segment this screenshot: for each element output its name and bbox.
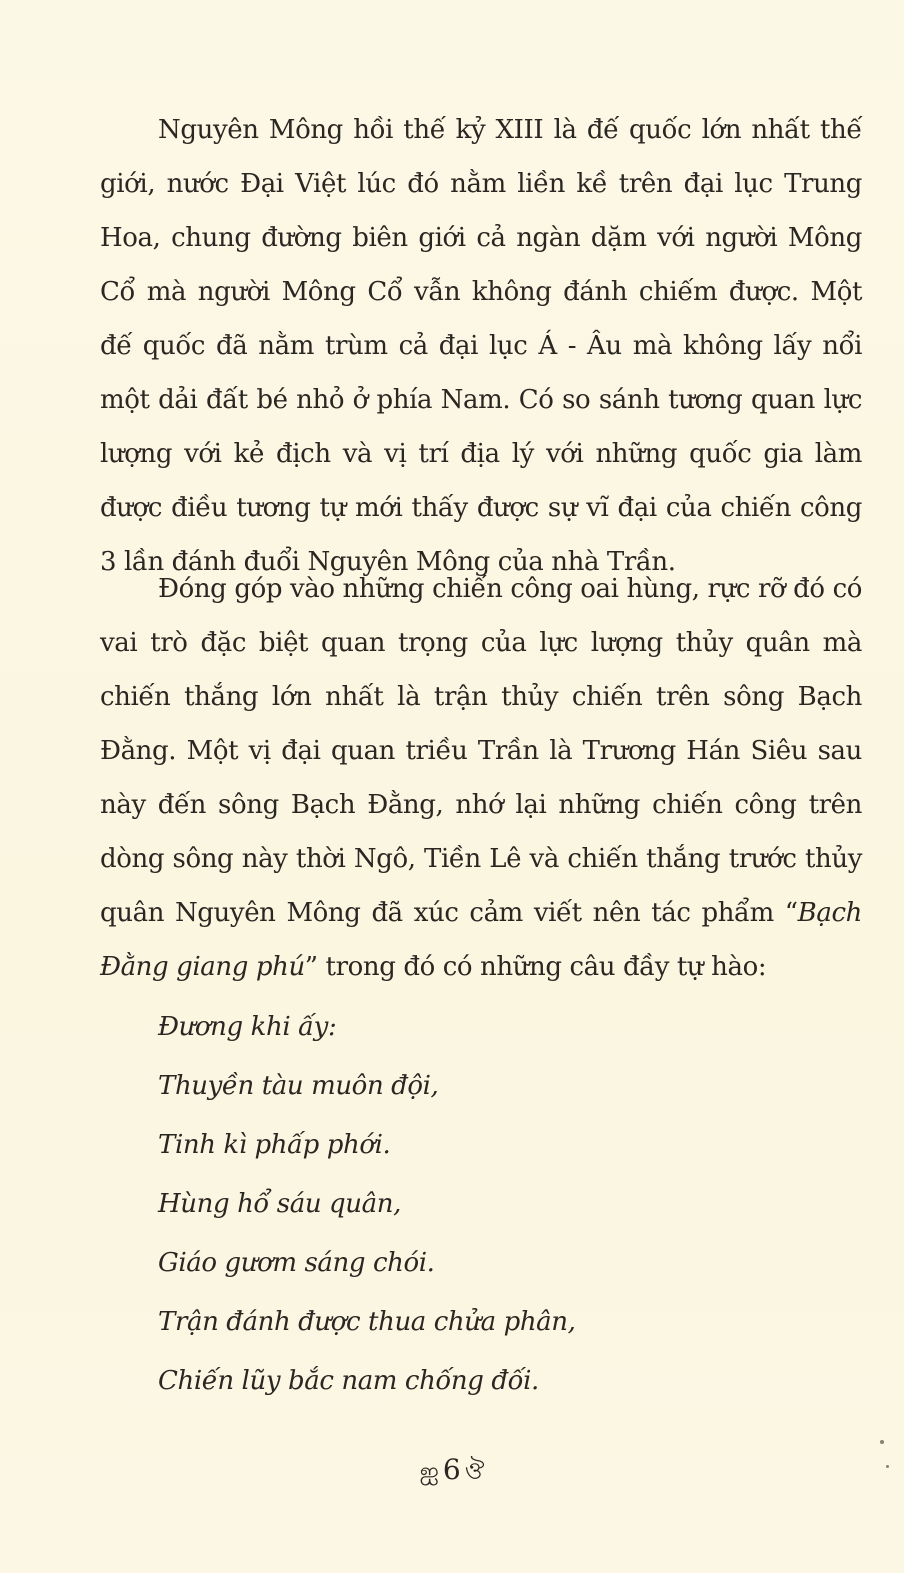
paper-speck	[886, 1465, 889, 1468]
poem-line: Tinh kì phấp phới.	[158, 1130, 391, 1160]
paragraph-1	[100, 103, 862, 589]
work-title: Bạch Đằng giang phú	[100, 898, 862, 982]
poem-line: Thuyền tàu muôn đội,	[158, 1071, 439, 1101]
paper-speck	[880, 1440, 884, 1444]
paragraph-1-text: Nguyên Mông hồi thế kỷ XIII là đế quốc lớn nhất thế giới, nước Đại Việt lúc đó nằm liền kề trên đại lục Trung Hoa, chung đường biên giới cả ngàn dặm với người Mông Cổ mà người Mông Cổ vẫn không đánh chiếm được. Một đế quốc đã nằm trùm cả đại lục Á - Âu mà không lấy nổi một dải đất bé nhỏ ở phía Nam. Có so sánh tương quan lực lượng với kẻ địch và vị trí địa lý với những quốc gia làm được điều tương tự mới thấy được sự vĩ đại của chiến công 3 lần đánh đuổi Nguyên Mông của nhà Trần.	[100, 115, 862, 577]
paragraph-2-text	[100, 562, 862, 994]
poem-line: Giáo gươm sáng chói.	[158, 1248, 435, 1278]
right-ornament-icon: ঔ	[464, 1457, 485, 1485]
page-number: 6	[442, 1453, 461, 1486]
page-number-footer	[0, 1450, 904, 1491]
paragraph-2	[100, 562, 862, 994]
left-ornament-icon: ஐ	[419, 1457, 439, 1485]
poem-line: Đương khi ấy:	[158, 1012, 337, 1042]
paragraph-2-text-after: ” trong đó có những câu đầy tự hào:	[304, 952, 767, 982]
poem-line: Hùng hổ sáu quân,	[158, 1189, 401, 1219]
poem-line: Trận đánh được thua chửa phân,	[158, 1307, 576, 1337]
paragraph-2-text-before: Đóng góp vào những chiến công oai hùng, rực rỡ đó có vai trò đặc biệt quan trọng của lực lượng thủy quân mà chiến thắng lớn nhất là trận thủy chiến trên sông Bạch Đằng. Một vị đại quan triều Trần là Trương Hán Siêu sau này đến sông Bạch Đằng, nhớ lại những chiến công trên dòng sông này thời Ngô, Tiền Lê và chiến thắng trước thủy quân Nguyên Mông đã xúc cảm viết nên tác phẩm “	[100, 574, 862, 928]
poem-excerpt	[158, 1000, 575, 1413]
poem-line: Chiến lũy bắc nam chống đối.	[158, 1366, 539, 1396]
